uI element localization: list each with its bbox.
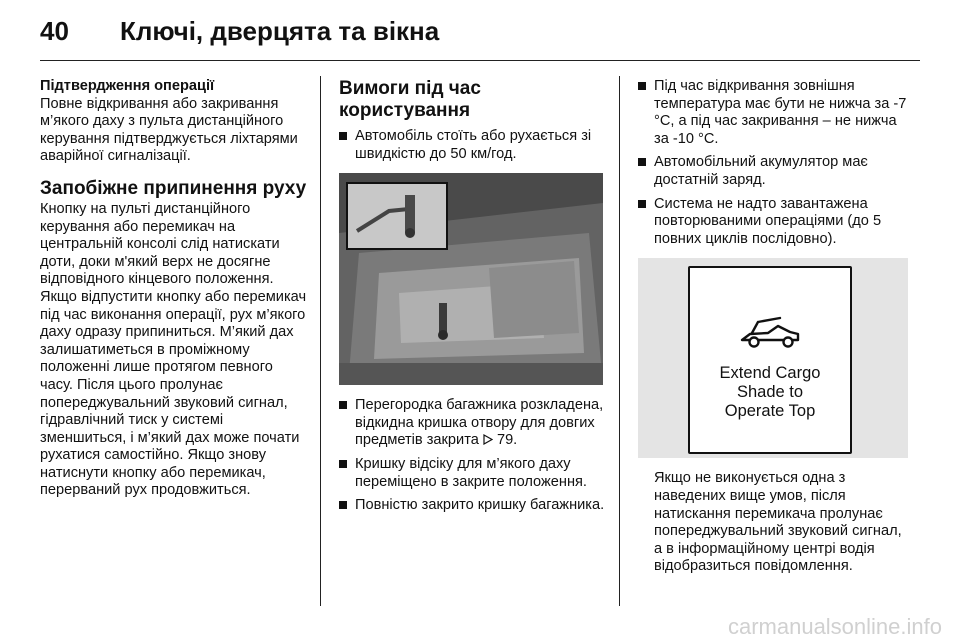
bullet-square-icon: [339, 132, 347, 140]
bullet-square-icon: [339, 501, 347, 509]
display-line: Extend Cargo: [719, 364, 821, 383]
page-title: Ключі, дверцята та вікна: [120, 16, 440, 46]
requirement-item: [638, 154, 913, 189]
column-3: [638, 78, 913, 576]
display-message: [690, 364, 850, 421]
trunk-photo: [339, 173, 603, 385]
trunk-illustration: [339, 173, 603, 385]
requirement-item: [339, 497, 607, 515]
requirement-text: Під час відкривання зовнішня температура має бути не нижча за -7 °C, а під час закривання – не нижча за -10 °C.: [654, 78, 907, 147]
requirement-item: [638, 78, 913, 148]
bullet-square-icon: [339, 460, 347, 468]
safety-heading: Запобіжне припинення руху: [40, 177, 307, 199]
confirm-heading: Підтвердження операції: [40, 78, 215, 94]
display-line: Shade to: [736, 383, 804, 402]
driver-info-display-figure: [638, 258, 908, 458]
page-reference[interactable]: 79.: [496, 432, 518, 449]
requirement-text: Система не надто завантажена повторюваними операціями (до 5 повних циклів послідовно).: [654, 195, 882, 247]
requirement-text: Автомобіль стоїть або рухається зі швидкістю до 50 км/год.: [355, 128, 592, 162]
display-line: Operate Top: [724, 402, 816, 421]
requirement-item: [339, 397, 607, 450]
page-number: 40: [40, 16, 69, 46]
safety-text: Кнопку на пульті дистанційного керування або перемикач на центральній консолі слід натискати доти, доки м'який верх не досягне відповідного кінцевого положення. Якщо відпустити кнопку або перемикач під час виконання операції, рух м’якого даху одразу припиниться. М’який дах залишатиметься в проміжному положенні лише протягом певного часу. Після цього пролунає попереджувальний звуковий сигнал, гідравлічний тиск у системі зменшиться, і м’який дах може почати рухатися самостійно. Якщо знову натиснути кнопку або перемикач, перерваний рух продовжиться.: [40, 200, 307, 499]
convertible-car-icon: [738, 316, 802, 350]
arrow-right-outline-icon: [483, 434, 493, 445]
requirement-item: [638, 196, 913, 249]
bullet-square-icon: [638, 158, 646, 166]
confirm-text: Повне відкривання або закривання м’якого даху з пульта дистанційного керування підтверджується ліхтарями аварійної сигналізації.: [40, 95, 298, 165]
column-1: [40, 78, 308, 500]
requirement-text: Перегородка багажника розкладена, відкидна кришка отвору для довгих предметів закрита: [355, 397, 604, 449]
warning-text: Якщо не виконується одна з наведених вище умов, після натискання перемикача пролунає попереджувальний звуковий сигнал, а в інформаційному центрі водія відобразиться повідомлення.: [654, 470, 902, 575]
header-rule: [40, 60, 920, 61]
requirement-item: [339, 456, 607, 491]
bullet-square-icon: [339, 401, 347, 409]
column-divider-1: [320, 76, 321, 606]
requirement-item: [339, 128, 607, 163]
column-2: [339, 78, 607, 515]
driver-info-display: [688, 266, 852, 454]
bullet-square-icon: [638, 82, 646, 90]
requirements-heading: Вимоги під час користування: [339, 78, 481, 121]
requirement-text: Автомобільний акумулятор має достатній заряд.: [654, 154, 868, 188]
bullet-square-icon: [638, 200, 646, 208]
requirement-text: Повністю закрито кришку багажника.: [355, 497, 605, 514]
page-header: [40, 16, 439, 50]
watermark: carmanualsonline.info: [727, 614, 942, 639]
requirement-text: Кришку відсіку для м’якого даху переміщено в закрите положення.: [355, 455, 587, 490]
column-divider-2: [619, 76, 620, 606]
